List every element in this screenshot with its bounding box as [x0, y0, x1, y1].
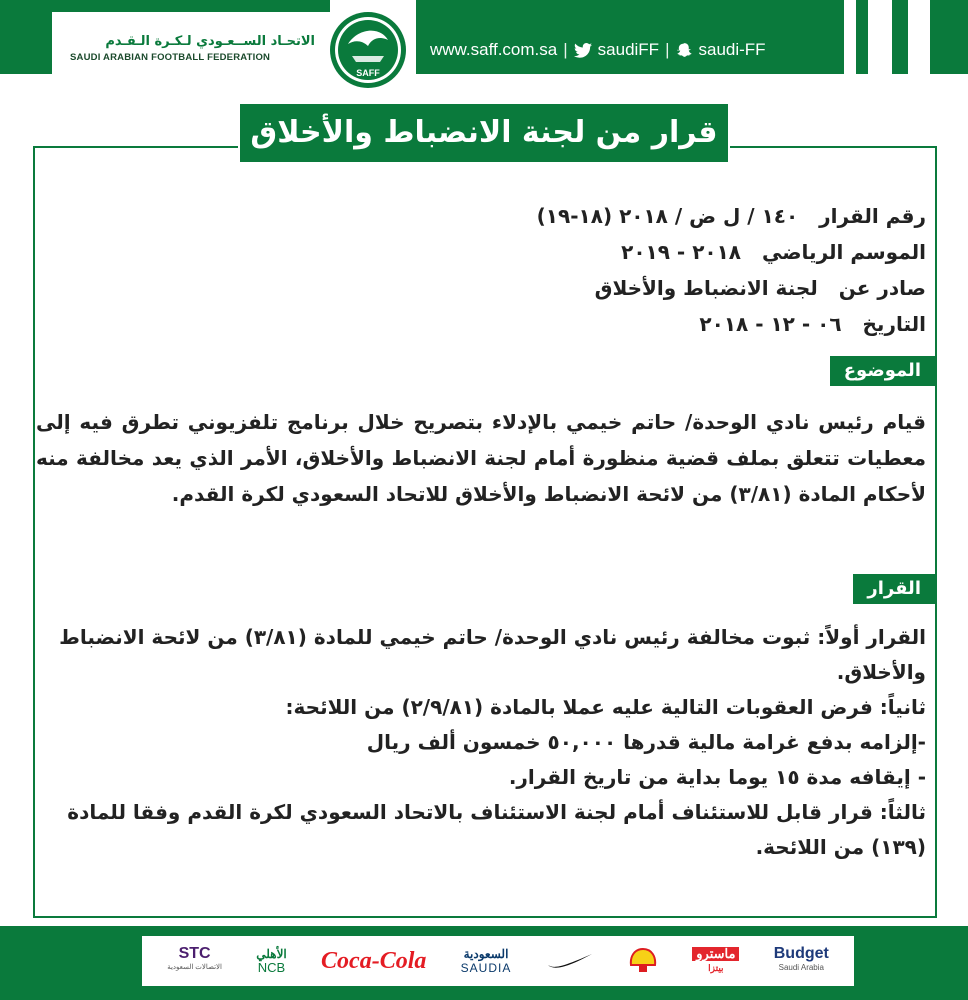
sponsor-maestro: ماسترو بيتزا [692, 947, 739, 975]
date-value: ٠٦ - ١٢ - ٢٠١٨ [699, 312, 842, 336]
header-stripe [930, 0, 968, 74]
social-contacts [430, 40, 830, 60]
issuer-label: صادر عن [838, 276, 926, 300]
shell-logo [628, 947, 658, 975]
page-title: قرار من لجنة الانضباط والأخلاق [240, 104, 728, 162]
subject-text: قيام رئيس نادي الوحدة/ حاتم خيمي بالإدلاء بتصريح خلال برنامج تلفزيوني تطرق فيه إلى معطيات تتعلق بملف قضية منظورة أمام لجنة الانضباط والأخلاق، الأمر الذي يعد مخالفة منه لأحكام المادة (٣/٨١) من لائحة الانضباط والأخلاق للاتحاد السعودي لكرة القدم. [36, 410, 926, 506]
divider: | [665, 40, 670, 59]
date-label: التاريخ [862, 312, 926, 336]
website-link[interactable]: www.saff.com.sa [430, 40, 558, 59]
sponsor-ncb: الأهلي NCB [256, 947, 287, 975]
sponsor-budget: Budget Saudi Arabia [773, 945, 829, 972]
decision-number-row [326, 198, 926, 234]
decision-fine: -إلزامه بدفع غرامة مالية قدرها ٥٠,٠٠٠ خمسون ألف ريال [366, 730, 926, 754]
sponsor-strip [142, 936, 854, 986]
saff-logo [328, 10, 408, 90]
decision-metadata [326, 198, 926, 342]
issuer-value: لجنة الانضباط والأخلاق [594, 276, 818, 300]
sponsor-saudia: السعودية SAUDIA [460, 947, 512, 975]
sponsor-stc: STC الاتصالات السعودية [167, 945, 222, 971]
header-stripe [856, 0, 868, 74]
twitter-icon [574, 43, 592, 58]
subject-section-label: الموضوع [830, 356, 935, 386]
decision-body [36, 620, 926, 865]
decision-suspension: - إيقافه مدة ١٥ يوما بداية من تاريخ القرار. [508, 765, 926, 789]
snapchat-icon [676, 42, 693, 59]
federation-name-english: SAUDI ARABIAN FOOTBALL FEDERATION [70, 52, 271, 63]
header-left-block [0, 0, 52, 74]
decision-number-label: رقم القرار [819, 204, 926, 228]
season-row [326, 234, 926, 270]
snapchat-handle[interactable]: saudi-FF [698, 40, 766, 59]
federation-name-arabic: الاتحـاد الســعـودي لـكـرة الـقـدم [105, 34, 315, 49]
decision-section-label: القرار [853, 574, 935, 604]
season-label: الموسم الرياضي [761, 240, 926, 264]
nike-logo [546, 951, 594, 971]
decision-third: ثالثاً: قرار قابل للاستئناف أمام لجنة الاستئناف بالاتحاد السعودي لكرة القدم وفقا للمادة (١٣٩) من اللائحة. [67, 800, 926, 859]
issuer-row [326, 270, 926, 306]
decision-first: القرار أولاً: ثبوت مخالفة رئيس نادي الوحدة/ حاتم خيمي للمادة (٣/٨١) من لائحة الانضباط والأخلاق. [59, 625, 926, 684]
season-value: ٢٠١٨ - ٢٠١٩ [621, 240, 742, 264]
header-stripe [892, 0, 908, 74]
decision-second: ثانياً: فرض العقوبات التالية عليه عملا بالمادة (٢/٩/٨١) من اللائحة: [285, 695, 926, 719]
sponsor-cocacola: Coca-Cola [321, 947, 427, 974]
decision-number-value: ١٤٠ / ل ض / ٢٠١٨ (١٨-١٩) [536, 204, 799, 228]
divider: | [563, 40, 568, 59]
header-contact-panel [416, 0, 844, 74]
date-row [326, 306, 926, 342]
twitter-handle[interactable]: saudiFF [597, 40, 660, 59]
svg-text:SAFF: SAFF [356, 68, 380, 78]
